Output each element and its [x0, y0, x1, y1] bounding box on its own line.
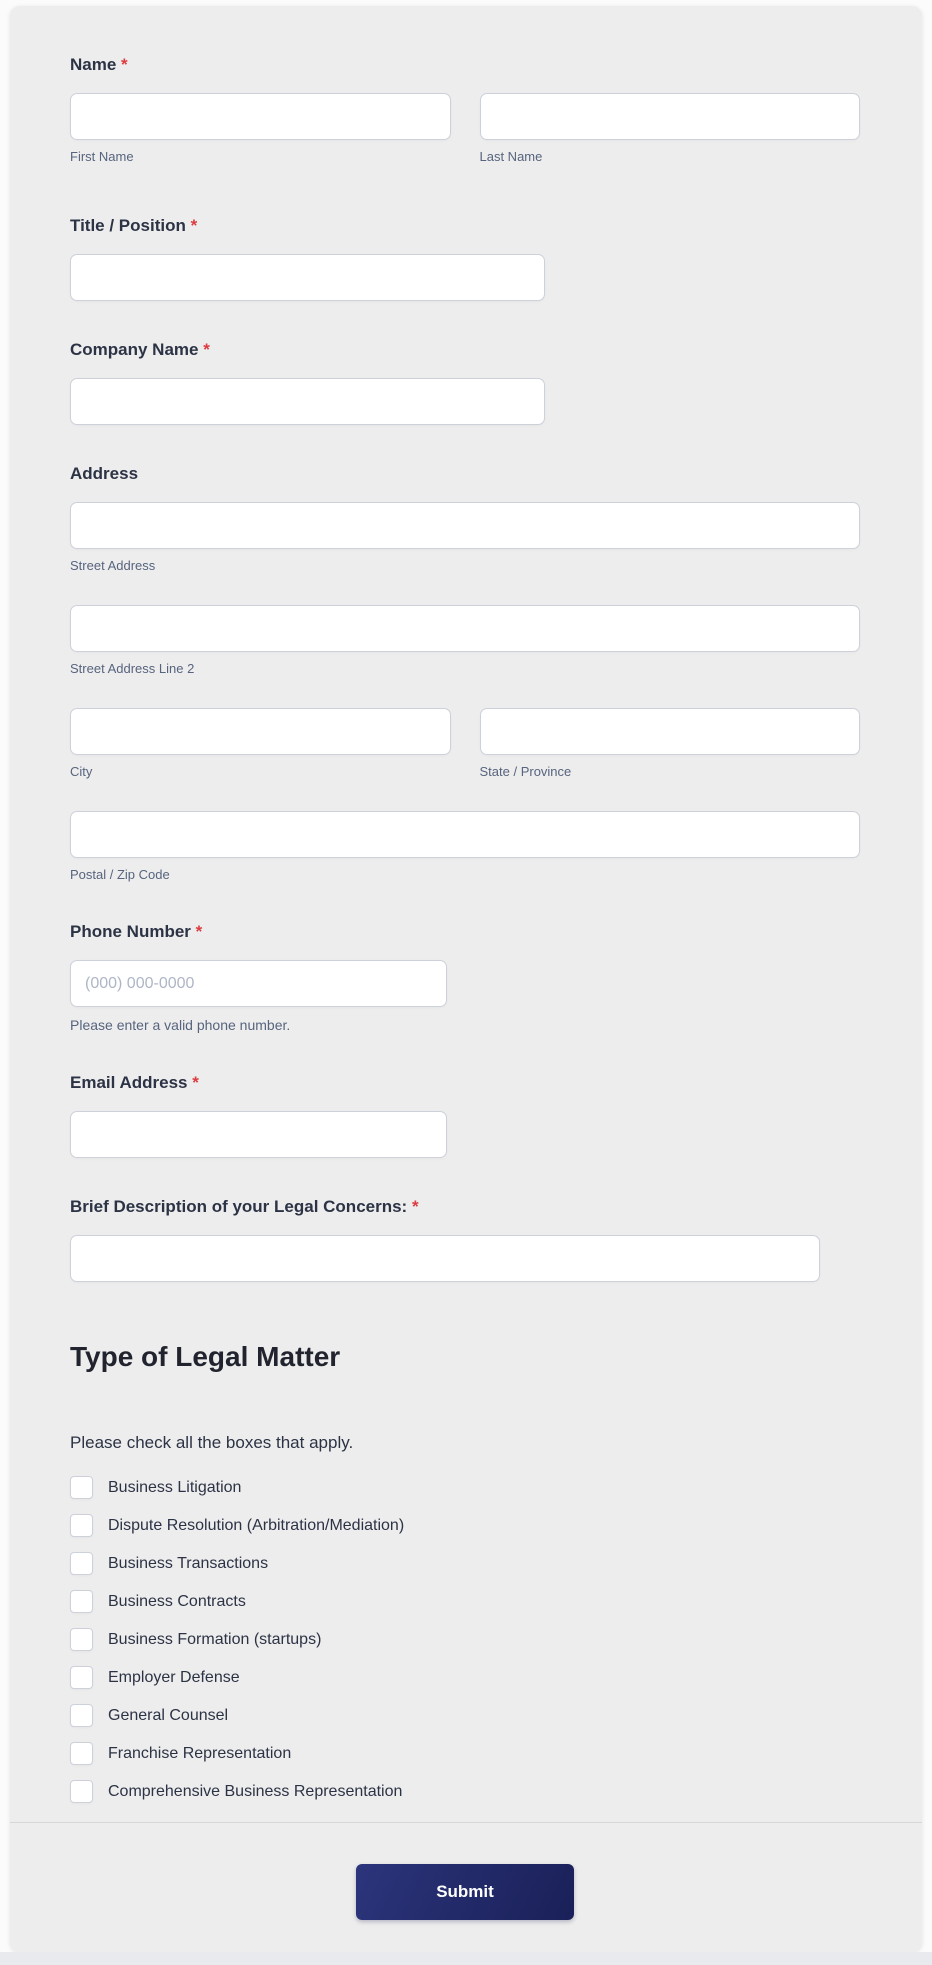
phone-helper-text: Please enter a valid phone number.: [70, 1017, 291, 1033]
postal-zip-input[interactable]: [70, 811, 860, 858]
required-asterisk: *: [190, 216, 198, 235]
title-position-input[interactable]: [70, 254, 545, 301]
legal-matter-instruction: Please check all the boxes that apply.: [70, 1433, 354, 1452]
street-address2-row: [70, 605, 860, 677]
checkbox[interactable]: [70, 1590, 93, 1613]
phone-label-text: Phone Number: [70, 922, 191, 941]
legal-matter-options: [70, 1476, 860, 1803]
checkbox[interactable]: [70, 1780, 93, 1803]
first-name-sublabel: First Name: [70, 149, 134, 164]
street-address-sublabel: Street Address: [70, 558, 156, 573]
street-address-input[interactable]: [70, 502, 860, 549]
checkbox-label: Dispute Resolution (Arbitration/Mediation): [108, 1516, 405, 1534]
checkbox[interactable]: [70, 1704, 93, 1727]
submit-button[interactable]: Submit: [356, 1864, 574, 1920]
checkbox[interactable]: [70, 1514, 93, 1537]
checkbox[interactable]: [70, 1628, 93, 1651]
required-asterisk: *: [192, 1073, 199, 1092]
field-phone: [70, 921, 860, 1034]
legal-matter-option-0[interactable]: [70, 1476, 860, 1499]
phone-input[interactable]: [70, 960, 447, 1007]
submit-area: [70, 1864, 860, 1920]
checkbox-label: Comprehensive Business Representation: [108, 1782, 403, 1800]
field-title-position: [70, 215, 860, 301]
phone-label: [70, 921, 860, 943]
legal-matter-option-8[interactable]: [70, 1780, 860, 1803]
form-card: [10, 6, 922, 1952]
city-input[interactable]: [70, 708, 451, 755]
legal-matter-option-3[interactable]: [70, 1590, 860, 1613]
checkbox[interactable]: [70, 1476, 93, 1499]
checkbox-label: Employer Defense: [108, 1668, 240, 1686]
legal-matter-option-7[interactable]: [70, 1742, 860, 1765]
section-divider: [10, 1822, 922, 1823]
first-name-input[interactable]: [70, 93, 451, 140]
checkbox[interactable]: [70, 1742, 93, 1765]
email-input[interactable]: [70, 1111, 447, 1158]
city-state-row: [70, 708, 860, 780]
name-label-text: Name: [70, 55, 117, 74]
street-address2-sublabel: Street Address Line 2: [70, 661, 195, 676]
state-province-sublabel: State / Province: [479, 764, 572, 779]
company-name-label-text: Company Name: [70, 340, 199, 359]
legal-matter-option-2[interactable]: [70, 1552, 860, 1575]
field-address: [70, 463, 860, 883]
city-sublabel: City: [70, 764, 93, 779]
last-name-sublabel: Last Name: [479, 149, 543, 164]
address-label: [70, 463, 860, 485]
field-name: [70, 54, 860, 165]
required-asterisk: *: [411, 1197, 419, 1216]
legal-matter-heading: Type of Legal Matter: [70, 1341, 341, 1372]
email-label-text: Email Address: [70, 1073, 188, 1092]
field-email: [70, 1072, 860, 1158]
page-bottom-strip: [0, 1952, 932, 1965]
postal-zip-sublabel: Postal / Zip Code: [70, 867, 170, 882]
field-description: [70, 1196, 860, 1282]
legal-matter-option-6[interactable]: [70, 1704, 860, 1727]
last-name-input[interactable]: [480, 93, 861, 140]
state-province-input[interactable]: [480, 708, 861, 755]
address-label-text: Address: [70, 464, 139, 483]
street-address2-input[interactable]: [70, 605, 860, 652]
title-position-label-text: Title / Position: [70, 216, 186, 235]
required-asterisk: *: [203, 340, 210, 359]
checkbox[interactable]: [70, 1666, 93, 1689]
legal-matter-option-4[interactable]: [70, 1628, 860, 1651]
street-address-row: [70, 502, 860, 574]
postal-row: [70, 811, 860, 883]
checkbox-label: Business Contracts: [108, 1592, 246, 1610]
checkbox-label: Business Transactions: [108, 1554, 269, 1572]
checkbox-label: Business Formation (startups): [108, 1630, 322, 1648]
company-name-input[interactable]: [70, 378, 545, 425]
checkbox-label: Business Litigation: [108, 1478, 242, 1496]
legal-matter-option-1[interactable]: [70, 1514, 860, 1537]
name-label: [70, 54, 860, 76]
description-label: [70, 1196, 860, 1218]
description-input[interactable]: [70, 1235, 820, 1282]
company-name-label: [70, 339, 860, 361]
checkbox-label: Franchise Representation: [108, 1744, 292, 1762]
title-position-label: [70, 215, 860, 237]
required-asterisk: *: [195, 922, 203, 941]
legal-matter-option-5[interactable]: [70, 1666, 860, 1689]
checkbox-label: General Counsel: [108, 1706, 229, 1724]
email-label: [70, 1072, 860, 1094]
description-label-text: Brief Description of your Legal Concerns:: [70, 1197, 408, 1216]
required-asterisk: *: [121, 55, 128, 74]
field-company-name: [70, 339, 860, 425]
checkbox[interactable]: [70, 1552, 93, 1575]
